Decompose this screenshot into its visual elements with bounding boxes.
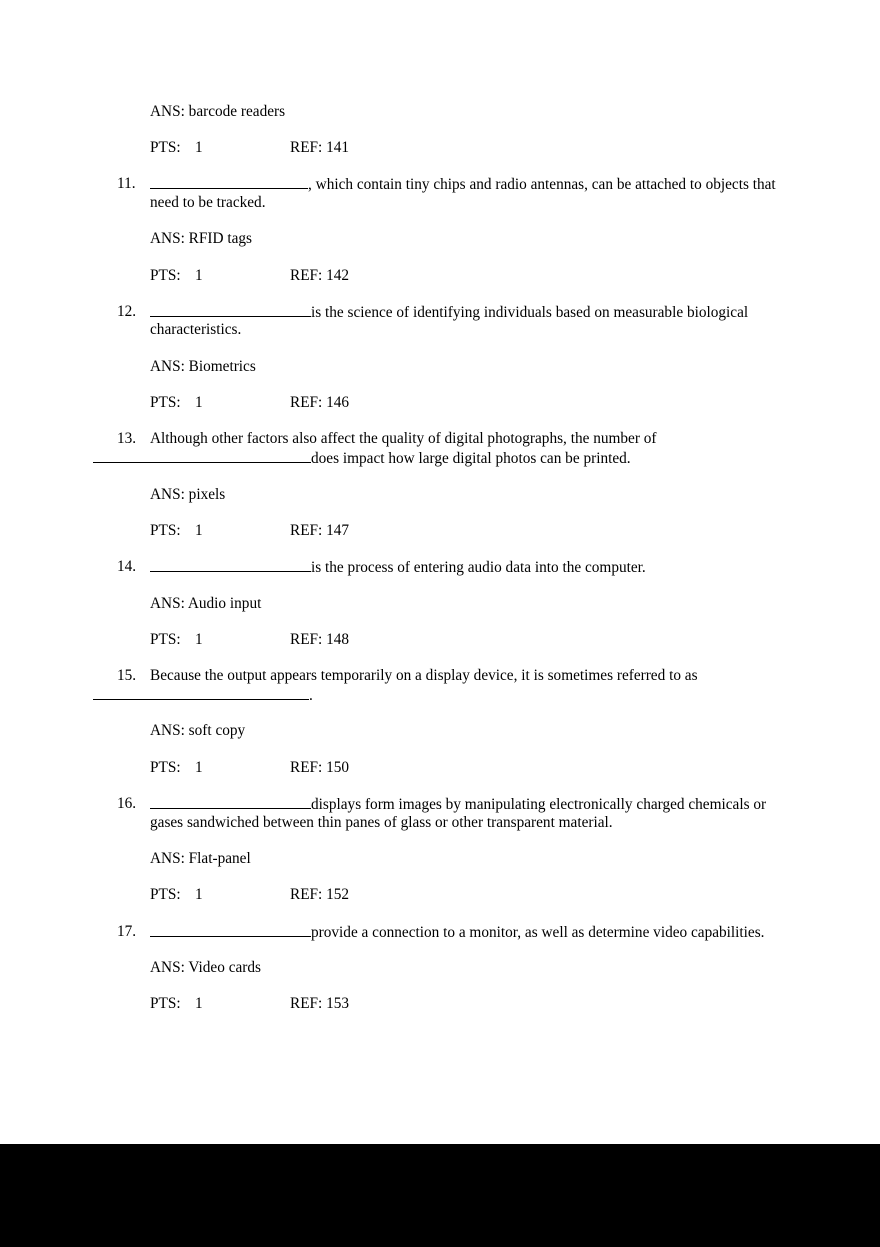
points-label: PTS: — [150, 631, 181, 648]
answer-line: ANS: Biometrics — [150, 358, 256, 375]
points-value: 1 — [195, 139, 203, 156]
question-number: 16. — [117, 795, 137, 812]
question-number: 17. — [117, 923, 137, 940]
reference: REF: 147 — [290, 522, 350, 539]
answer-line: ANS: RFID tags — [150, 230, 252, 247]
points-value: 1 — [195, 759, 203, 776]
question-text-line2: need to be tracked. — [150, 194, 266, 211]
points-value: 1 — [195, 995, 203, 1012]
question-text-line1 — [150, 558, 646, 577]
points-ref-line — [150, 886, 550, 904]
points-label: PTS: — [150, 267, 181, 284]
question-text: is the process of entering audio data into the computer. — [311, 559, 646, 576]
question-text: , which contain tiny chips and radio antennas, can be attached to objects that — [308, 176, 776, 193]
question-text-line1 — [150, 303, 748, 322]
question-text-line1: Although other factors also affect the quality of digital photographs, the number of — [150, 430, 657, 447]
question-text-line1 — [150, 923, 764, 942]
points-ref-line — [150, 522, 550, 540]
reference: REF: 152 — [290, 886, 350, 903]
answer-line: ANS: barcode readers — [150, 103, 286, 120]
question-number: 15. — [117, 667, 137, 684]
points-value: 1 — [195, 267, 203, 284]
question-text-line1: Because the output appears temporarily on a display device, it is sometimes referred to as — [150, 667, 698, 684]
question-text: is the science of identifying individuals based on measurable biological — [311, 304, 749, 321]
question-text: . — [309, 687, 313, 704]
reference: REF: 150 — [290, 759, 350, 776]
answer-blank — [150, 795, 311, 809]
answer-blank — [93, 686, 309, 700]
answer-line: ANS: Flat-panel — [150, 850, 251, 867]
question-number: 11. — [117, 175, 136, 192]
answer-line: ANS: soft copy — [150, 722, 246, 739]
answer-line: ANS: pixels — [150, 486, 226, 503]
points-value: 1 — [195, 886, 203, 903]
points-label: PTS: — [150, 995, 181, 1012]
points-label: PTS: — [150, 394, 181, 411]
question-text-line1 — [150, 795, 766, 814]
points-value: 1 — [195, 631, 203, 648]
reference: REF: 142 — [290, 267, 350, 284]
question-number: 14. — [117, 558, 137, 575]
question-text-line2 — [93, 686, 313, 705]
question-text-line2: characteristics. — [150, 321, 242, 338]
question-number: 13. — [117, 430, 137, 447]
reference: REF: 148 — [290, 631, 350, 648]
question-text-line2: gases sandwiched between thin panes of glass or other transparent material. — [150, 814, 613, 831]
points-ref-line — [150, 139, 550, 157]
points-label: PTS: — [150, 886, 181, 903]
answer-blank — [150, 923, 311, 937]
question-text: does impact how large digital photos can be printed. — [311, 450, 631, 467]
points-ref-line — [150, 631, 550, 649]
question-text-line1 — [150, 175, 776, 194]
reference: REF: 153 — [290, 995, 350, 1012]
reference: REF: 146 — [290, 394, 350, 411]
answer-blank — [150, 175, 308, 189]
question-text-line2 — [93, 449, 631, 468]
answer-line: ANS: Audio input — [150, 595, 262, 612]
question-number: 12. — [117, 303, 137, 320]
points-label: PTS: — [150, 139, 181, 156]
answer-blank — [93, 449, 311, 463]
bottom-black-band — [0, 1144, 880, 1247]
points-label: PTS: — [150, 759, 181, 776]
answer-line: ANS: Video cards — [150, 959, 261, 976]
question-text: provide a connection to a monitor, as well as determine video capabilities. — [311, 924, 765, 941]
question-text: displays form images by manipulating electronically charged chemicals or — [311, 796, 767, 813]
points-value: 1 — [195, 522, 203, 539]
answer-blank — [150, 303, 311, 317]
reference: REF: 141 — [290, 139, 350, 156]
points-label: PTS: — [150, 522, 181, 539]
points-ref-line — [150, 394, 550, 412]
points-ref-line — [150, 995, 550, 1013]
points-value: 1 — [195, 394, 203, 411]
answer-blank — [150, 558, 311, 572]
points-ref-line — [150, 267, 550, 285]
points-ref-line — [150, 759, 550, 777]
